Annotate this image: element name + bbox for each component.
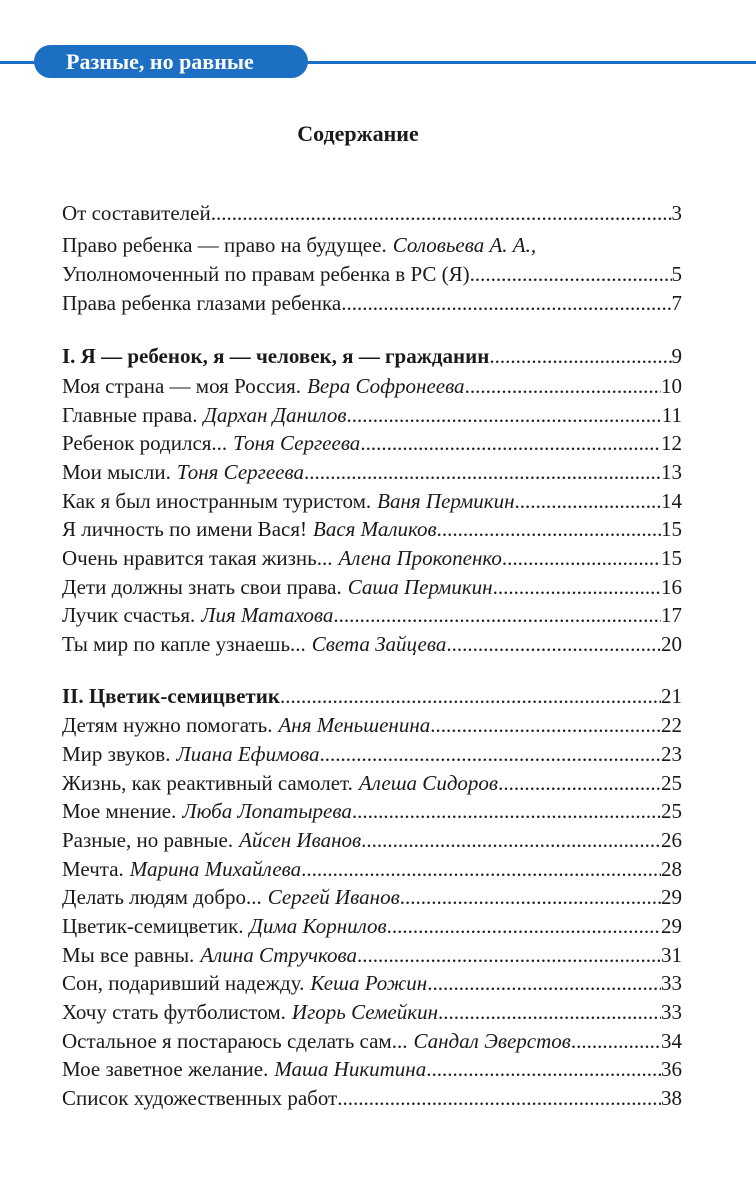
toc-entry-page: 14: [661, 489, 682, 513]
toc-entry-page: 33: [661, 971, 682, 995]
toc-entry-from-compilers[interactable]: [62, 201, 682, 229]
toc-entry-page: 20: [661, 632, 682, 656]
toc-leader-dots: [357, 943, 661, 968]
toc-leader-dots: [346, 403, 661, 428]
toc-entry-author: Люба Лопатырева: [182, 799, 352, 823]
toc-entry-author: Ваня Пермикин: [377, 489, 515, 513]
toc-entry-title: Ребенок родился...: [62, 431, 228, 455]
toc-entry-page: 36: [661, 1057, 682, 1081]
toc-entry-child-right-line1[interactable]: [62, 233, 536, 261]
toc-entry-page: 11: [661, 403, 682, 427]
toc-leader-dots: [465, 374, 661, 399]
toc-entry-page: 33: [661, 1000, 682, 1024]
toc-entry[interactable]: [62, 632, 682, 660]
toc-entry-title: Сон, подаривший надежду.: [62, 971, 305, 995]
toc-entry-title: Цветик-семицветик.: [62, 914, 244, 938]
toc-section-2-heading[interactable]: [62, 684, 682, 712]
toc-entry-page: 29: [661, 885, 682, 909]
toc-leader-dots: [211, 201, 672, 226]
toc-entry-title: Мои мысли.: [62, 460, 171, 484]
toc-entry[interactable]: [62, 603, 682, 631]
toc-entry[interactable]: [62, 742, 682, 770]
toc-entry-author: Кеша Рожин: [310, 971, 428, 995]
running-header-title: Разные, но равные: [66, 49, 254, 74]
toc-entry-title: От составителей: [62, 201, 211, 225]
toc-entry-title: Главные права.: [62, 403, 198, 427]
running-header-tab: [34, 45, 308, 78]
toc-entry-title: Детям нужно помогать.: [62, 713, 273, 737]
toc-entry-page: 31: [661, 943, 682, 967]
toc-entry-page: 38: [661, 1086, 682, 1110]
toc-leader-dots: [360, 431, 661, 456]
toc-entry-author: Аня Меньшенина: [278, 713, 431, 737]
toc-entry[interactable]: [62, 431, 682, 459]
toc-entry-page: 17: [661, 603, 682, 627]
toc-entry-page: 25: [661, 799, 682, 823]
toc-entry-author: Дима Корнилов: [249, 914, 387, 938]
toc-leader-dots: [571, 1029, 661, 1054]
toc-title: Содержание: [297, 121, 419, 146]
toc-entry-author: Дархан Данилов: [203, 403, 347, 427]
toc-leader-dots: [438, 1000, 661, 1025]
toc-leader-dots: [387, 914, 661, 939]
toc-entry[interactable]: [62, 914, 682, 942]
toc-leader-dots: [430, 713, 661, 738]
toc-entry[interactable]: [62, 403, 682, 431]
toc-entry[interactable]: [62, 771, 682, 799]
toc-entry-author: Вера Софронеева: [307, 374, 465, 398]
toc-entry-author: Айсен Иванов: [239, 828, 362, 852]
toc-entry-child-right-line2[interactable]: [62, 262, 682, 290]
toc-entry[interactable]: [62, 971, 682, 999]
toc-entry-author: Света Зайцева: [311, 632, 447, 656]
toc-entry-title: Хочу стать футболистом.: [62, 1000, 286, 1024]
toc-leader-dots: [333, 603, 661, 628]
toc-entry-page: 21: [661, 684, 682, 708]
toc-entry-page: 5: [671, 262, 682, 286]
toc-entry[interactable]: [62, 575, 682, 603]
toc-leader-dots: [337, 1086, 661, 1111]
toc-entry-title: Право ребенка — право на будущее.: [62, 233, 387, 257]
toc-entry-author: Сандал Эверстов: [413, 1029, 571, 1053]
toc-entry[interactable]: [62, 1057, 682, 1085]
toc-section-title: I. Я — ребенок, я — человек, я — гражданин: [62, 344, 490, 368]
toc-entry-author: Алина Стручкова: [200, 943, 357, 967]
toc-leader-dots: [426, 1057, 661, 1082]
toc-leader-dots: [280, 684, 661, 709]
toc-entry[interactable]: [62, 1000, 682, 1028]
toc-leader-dots: [498, 771, 661, 796]
toc-section-1-heading[interactable]: [62, 344, 682, 372]
toc-entry-page: 28: [661, 857, 682, 881]
toc-entry-title: Мы все равны.: [62, 943, 195, 967]
toc-entry[interactable]: [62, 799, 682, 827]
toc-entry[interactable]: [62, 374, 682, 402]
toc-entry[interactable]: [62, 857, 682, 885]
toc-entry-title: Права ребенка глазами ребенка: [62, 291, 342, 315]
toc-entry-page: 12: [661, 431, 682, 455]
toc-entry-author: Лия Матахова: [201, 603, 334, 627]
toc-entry-title: Мое мнение.: [62, 799, 177, 823]
toc-entry-title: Мир звуков.: [62, 742, 171, 766]
toc-entry-title: Как я был иностранным туристом.: [62, 489, 372, 513]
toc-entry-title: Остальное я постараюсь сделать сам...: [62, 1029, 408, 1053]
toc-entry-author: Марина Михайлева: [129, 857, 302, 881]
toc-entry-title: Ты мир по капле узнаешь...: [62, 632, 306, 656]
toc-entry-author: Маша Никитина: [274, 1057, 427, 1081]
toc-entry[interactable]: [62, 1029, 682, 1057]
toc-entry-author: Сергей Иванов: [267, 885, 400, 909]
toc-entry-page: 13: [661, 460, 682, 484]
toc-leader-dots: [301, 857, 661, 882]
toc-section-title: II. Цветик-семицветик: [62, 684, 280, 708]
toc-entry[interactable]: [62, 885, 682, 913]
toc-entry-author: Соловьева А. А.,: [392, 233, 537, 257]
toc-leader-dots: [304, 460, 661, 485]
toc-leader-dots: [437, 517, 661, 542]
toc-entry-author: Лиана Ефимова: [176, 742, 320, 766]
toc-entry-rights-through-eyes[interactable]: [62, 291, 682, 319]
toc-leader-dots: [400, 885, 661, 910]
toc-entry-page: 15: [661, 517, 682, 541]
toc-entry[interactable]: [62, 517, 682, 545]
toc-entry-page: 7: [671, 291, 682, 315]
toc-entry-title: Мечта.: [62, 857, 124, 881]
toc-entry[interactable]: [62, 546, 682, 574]
toc-entry-page: 3: [671, 201, 682, 225]
toc-entry[interactable]: [62, 828, 682, 856]
toc-entry-title: Очень нравится такая жизнь...: [62, 546, 333, 570]
toc-entry-title: Я личность по имени Вася!: [62, 517, 307, 541]
toc-entry-title: Список художественных работ: [62, 1086, 338, 1110]
toc-entry-author: Алена Прокопенко: [338, 546, 502, 570]
toc-leader-dots: [341, 291, 671, 316]
toc-entry-page: 16: [661, 575, 682, 599]
toc-entry-artworks-list[interactable]: [62, 1086, 682, 1114]
toc-entry-title: Моя страна — моя Россия.: [62, 374, 302, 398]
toc-leader-dots: [489, 344, 671, 369]
toc-entry-page: 23: [661, 742, 682, 766]
toc-entry-page: 15: [661, 546, 682, 570]
toc-leader-dots: [319, 742, 661, 767]
toc-entry-title: Лучик счастья.: [62, 603, 196, 627]
toc-entry-author: Игорь Семейкин: [291, 1000, 438, 1024]
toc-entry-page: 26: [661, 828, 682, 852]
toc-entry[interactable]: [62, 460, 682, 488]
toc-entry-page: 22: [661, 713, 682, 737]
toc-entry-title: Уполномоченный по правам ребенка в РС (Я): [62, 262, 470, 286]
toc-entry-author: Тоня Сергеева: [233, 431, 361, 455]
toc-leader-dots: [470, 262, 672, 287]
toc-leader-dots: [502, 546, 661, 571]
toc-entry-author: Саша Пермикин: [347, 575, 493, 599]
toc-entry[interactable]: [62, 489, 682, 517]
toc-leader-dots: [493, 575, 661, 600]
toc-leader-dots: [514, 489, 661, 514]
toc-entry-author: Вася Маликов: [313, 517, 437, 541]
toc-entry-page: 29: [661, 914, 682, 938]
toc-entry-title: Делать людям добро...: [62, 885, 262, 909]
toc-entry-title: Мое заветное желание.: [62, 1057, 269, 1081]
toc-entry[interactable]: [62, 943, 682, 971]
toc-entry-page: 34: [661, 1029, 682, 1053]
toc-entry-title: Дети должны знать свои права.: [62, 575, 342, 599]
toc-entry-author: Алеша Сидоров: [358, 771, 499, 795]
toc-entry-page: 9: [671, 344, 682, 368]
toc-entry-page: 25: [661, 771, 682, 795]
toc-entry[interactable]: [62, 713, 682, 741]
toc-entry-author: Тоня Сергеева: [176, 460, 304, 484]
toc-leader-dots: [446, 632, 661, 657]
toc-leader-dots: [427, 971, 661, 996]
toc-entry-title: Жизнь, как реактивный самолет.: [62, 771, 353, 795]
toc-entry-page: 10: [661, 374, 682, 398]
toc-entry-title: Разные, но равные.: [62, 828, 234, 852]
toc-leader-dots: [361, 828, 661, 853]
toc-leader-dots: [352, 799, 661, 824]
